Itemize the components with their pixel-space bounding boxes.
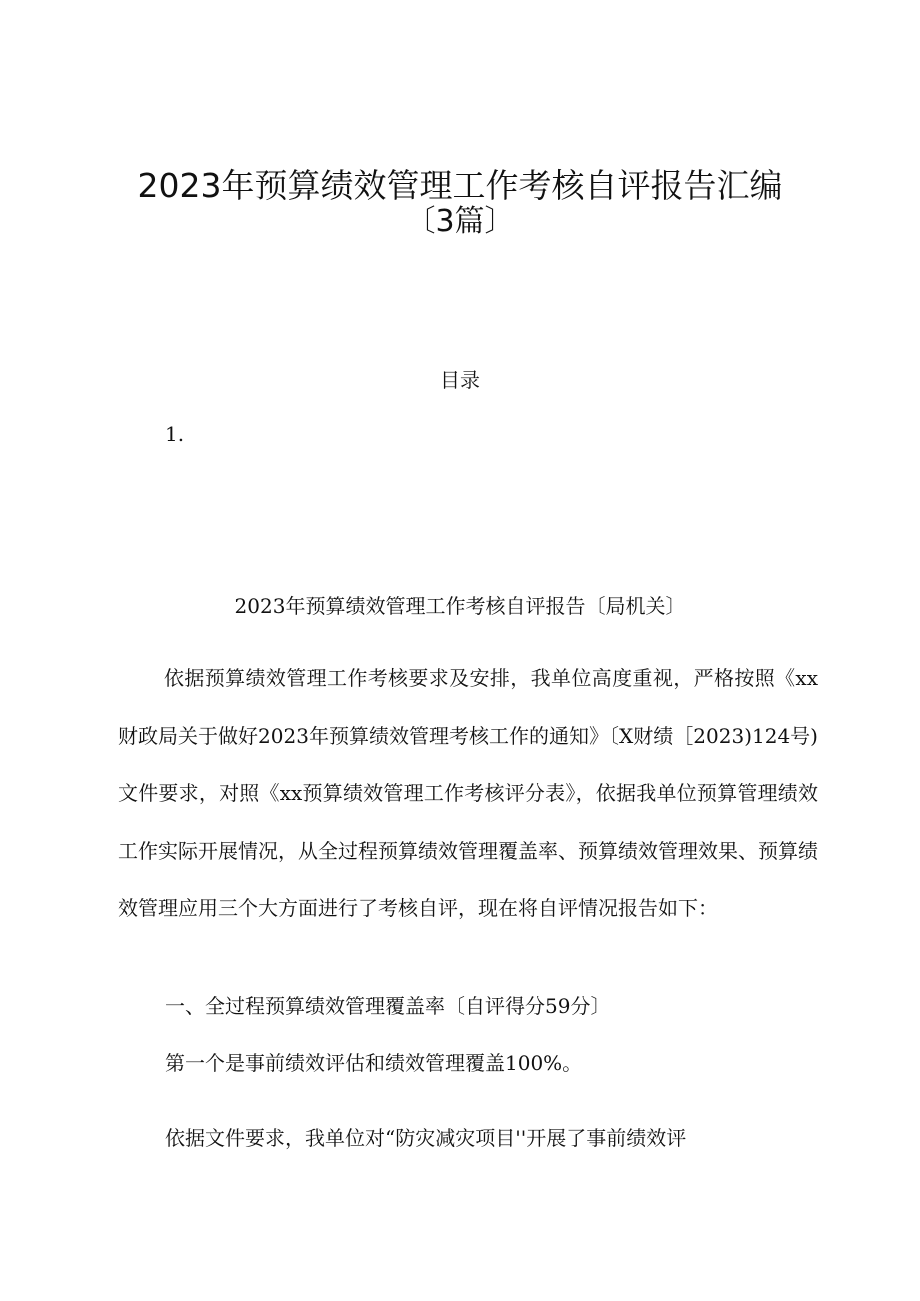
toc-heading: 目录 bbox=[440, 368, 480, 392]
toc-item: 1. bbox=[165, 422, 185, 446]
section-title: 2023年预算绩效管理工作考核自评报告〔局机关〕 bbox=[234, 594, 686, 618]
document-title-line-1: 2023年预算绩效管理工作考核自评报告汇编 bbox=[137, 166, 783, 205]
document-title-line-2: 〔3篇〕 bbox=[405, 204, 515, 239]
body-paragraph: 依据预算绩效管理工作考核要求及安排，我单位高度重视，严格按照《xx财政局关于做好2023年预算绩效管理考核工作的通知》〔X财绩［2023)124号)文件要求，对照《xx预算绩效管理工作考核评分表》，依据我单位预算管理绩效工作实际开展情况，从全过程预算绩效管理覆盖率、预算绩效管理效果、预算绩效管理应用三个大方面进行了考核自评，现在将自评情况报告如下： bbox=[118, 666, 818, 920]
section-heading: 一、全过程预算绩效管理覆盖率〔自评得分59分〕 bbox=[165, 994, 611, 1018]
body-line: 第一个是事前绩效评估和绩效管理覆盖100%。 bbox=[165, 1051, 583, 1075]
body-line: 依据文件要求，我单位对“防灾减灾项目''开展了事前绩效评 bbox=[165, 1126, 687, 1150]
